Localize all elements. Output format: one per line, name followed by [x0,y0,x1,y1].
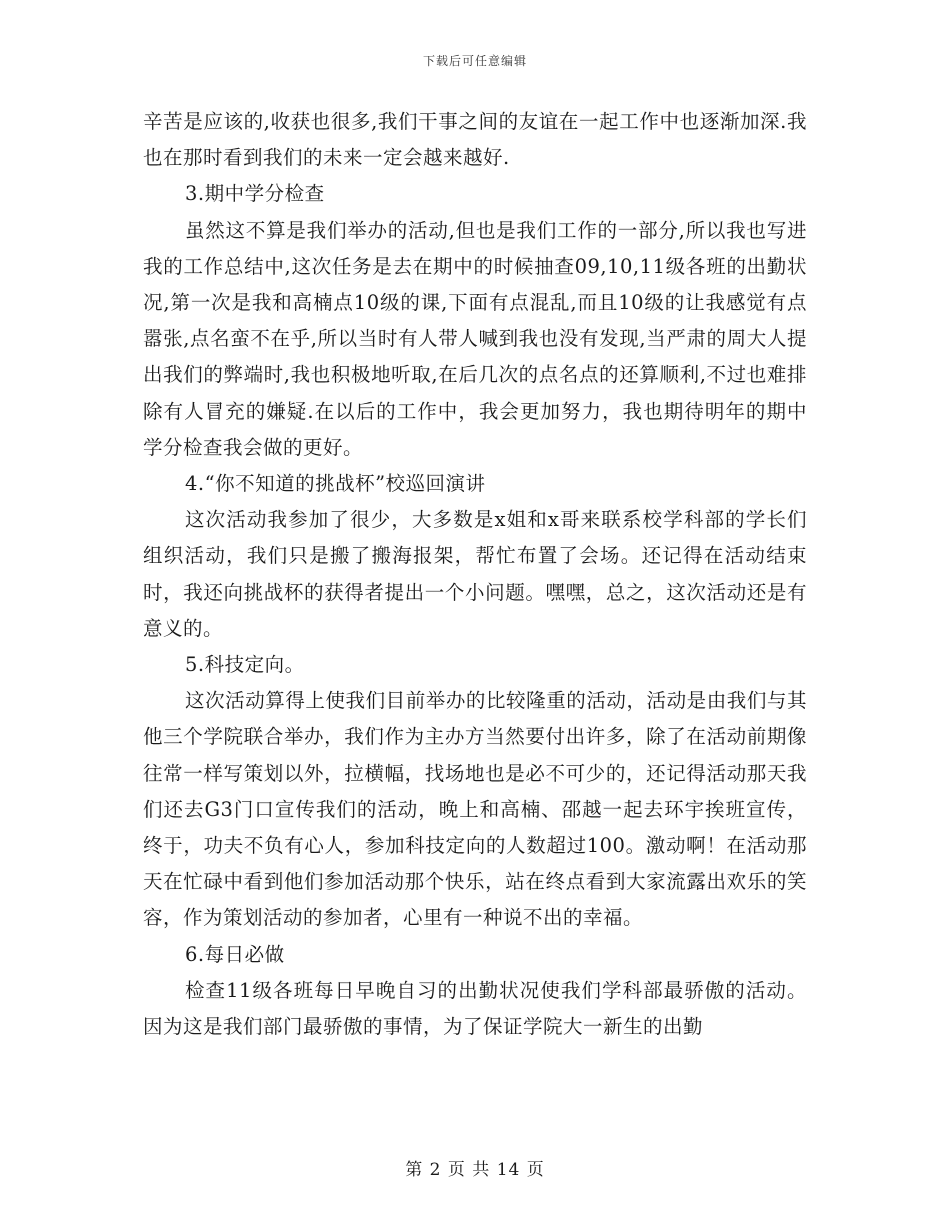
paragraph: 虽然这不算是我们举办的活动,但也是我们工作的一部分,所以我也写进我的工作总结中,这次任务是去在期中的时候抽查09,10,11级各班的出勤状况,第一次是我和高楠点10级的课,下面有点混乱,而且10级的让我感觉有点嚣张,点名蛮不在乎,所以当时有人带人喊到我也没有发现,当严肃的周大人提出我们的弊端时,我也积极地听取,在后几次的点名点的还算顺利,不过也难排除有人冒充的嫌疑.在以后的工作中，我会更加努力，我也期待明年的期中学分检查我会做的更好。 [143,218,807,459]
paragraph: 这次活动算得上使我们目前举办的比较隆重的活动，活动是由我们与其他三个学院联合举办，我们作为主办方当然要付出许多，除了在活动前期像往常一样写策划以外，拉横幅，找场地也是必不可少的，还记得活动那天我们还去G3门口宣传我们的活动，晚上和高楠、邵越一起去环宇挨班宣传，终于，功夫不负有心人，参加科技定向的人数超过100。激动啊！在活动那天在忙碌中看到他们参加活动那个快乐，站在终点看到大家流露出欢乐的笑容，作为策划活动的参加者，心里有一种说不出的幸福。 [143,689,807,930]
section-heading: 3.期中学分检查 [185,182,325,206]
paragraph: 检查11级各班每日早晚自习的出勤状况使我们学科部最骄傲的活动。因为这是我们部门最骄傲的事情，为了保证学院大一新生的出勤 [143,978,807,1039]
paragraph: 辛苦是应该的,收获也很多,我们干事之间的友谊在一起工作中也逐渐加深.我也在那时看到我们的未来一定会越来越好. [143,110,807,170]
page-header: 下载后可任意编辑 [422,54,527,68]
document-body [143,104,807,1045]
section-heading: 5.科技定向。 [185,653,305,677]
page-number-footer: 第 2 页 共 14 页 [405,1160,545,1180]
section-heading: 4.“你不知道的挑战杯”校巡回演讲 [185,472,486,496]
paragraph: 这次活动我参加了很少，大多数是x姐和x哥来联系校学科部的学长们组织活动，我们只是搬了搬海报架，帮忙布置了会场。还记得在活动结束时，我还向挑战杯的获得者提出一个小问题。嘿嘿，总之，这次活动还是有意义的。 [143,508,807,640]
section-heading: 6.每日必做 [185,942,285,966]
